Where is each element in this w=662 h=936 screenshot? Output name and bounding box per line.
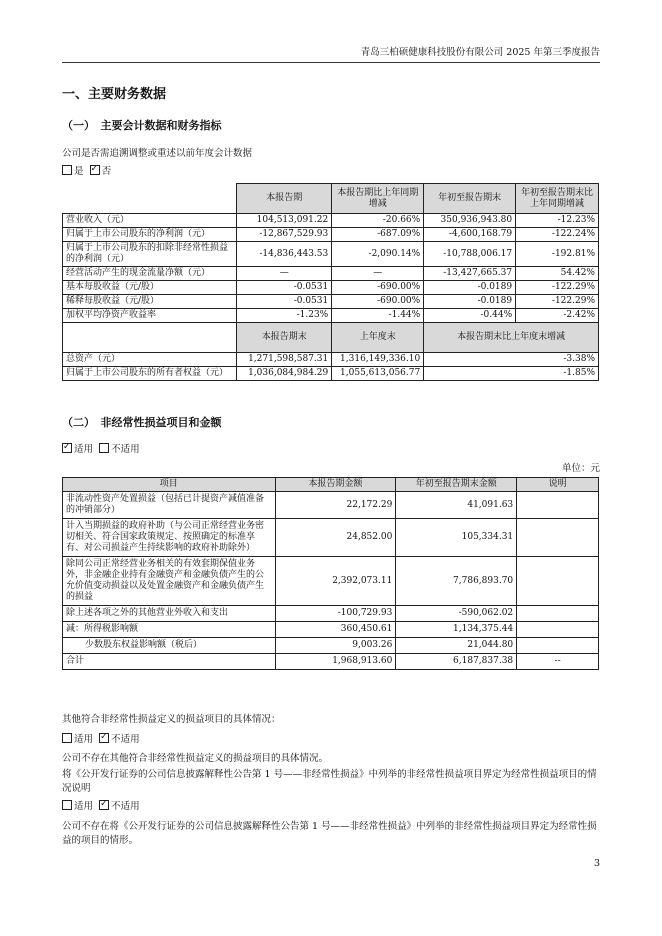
table-header-cell: 年初至报告期末金额 xyxy=(396,478,517,492)
cell: -0.44% xyxy=(424,309,516,323)
cell: -122.29% xyxy=(516,295,599,309)
cell: -590,062.02 xyxy=(396,606,517,622)
cell xyxy=(517,492,599,519)
section-title: 一、主要财务数据 xyxy=(62,87,167,102)
row-label: 除同公司正常经营业务相关的有效套期保值业务外，非金融企业持有金融资产和金融负债产生的公允价值变动损益以及处置金融资产和金融负债产生的损益 xyxy=(63,557,276,606)
no-explain-text: 公司不存在将《公开发行证券的公司信息披露解释性公告第 1 号——非经常性损益》中列举的非经常性损益项目界定为经常性损益的项目的情形。 xyxy=(62,821,597,846)
table-row xyxy=(63,242,599,267)
row-label: 计入当期损益的政府补助（与公司正常经营业务密切相关、符合国家政策规定、按照确定的标准享有、对公司损益产生持续影响的政府补助除外） xyxy=(63,519,276,557)
cell: -1.44% xyxy=(332,309,424,323)
table-row xyxy=(63,557,599,606)
table-row xyxy=(63,606,599,622)
cell: 22,172.29 xyxy=(275,492,396,519)
cell: -14,836,443.53 xyxy=(237,242,332,267)
cell: — xyxy=(332,267,424,281)
cell: -100,729.93 xyxy=(275,606,396,622)
option-apply: 适用 xyxy=(74,801,94,812)
cell: -1.23% xyxy=(237,309,332,323)
row-label: 经营活动产生的现金流量净额（元） xyxy=(63,267,237,281)
cell: 350,936,943.80 xyxy=(424,214,516,228)
table-row xyxy=(63,309,599,323)
checkbox-checked-icon xyxy=(99,733,109,743)
table-header-cell: 本报告期末比上年度末增减 xyxy=(424,323,599,353)
cell: 7,786,893.70 xyxy=(396,557,517,606)
table-header-cell xyxy=(63,323,237,353)
option-yes: 是 xyxy=(74,166,84,177)
table-header-cell: 本报告期比上年同期增减 xyxy=(332,184,424,214)
row-label: 非流动性资产处置损益（包括已计提资产减值准备的冲销部分） xyxy=(63,492,276,519)
table-row xyxy=(63,654,599,670)
cell: -690.00% xyxy=(332,281,424,295)
row-label: 除上述各项之外的其他营业外收入和支出 xyxy=(63,606,276,622)
cell: 1,055,613,056.77 xyxy=(332,367,424,381)
cell: 9,003.26 xyxy=(275,638,396,654)
cell: -2,090.14% xyxy=(332,242,424,267)
option-not-apply: 不适用 xyxy=(111,801,140,812)
checkbox-unchecked-icon xyxy=(99,443,109,453)
cell: 54.42% xyxy=(516,267,599,281)
cell: 2,392,073.11 xyxy=(275,557,396,606)
table-header-cell: 上年度末 xyxy=(332,323,424,353)
apply-options-2 xyxy=(62,733,140,747)
cell: 1,271,598,587.31 xyxy=(237,353,332,367)
cell: 6,187,837.38 xyxy=(396,654,517,670)
table-row xyxy=(63,492,599,519)
cell: 41,091.63 xyxy=(396,492,517,519)
row-label: 归属于上市公司股东的扣除非经常性损益的净利润（元） xyxy=(63,242,237,267)
table-row xyxy=(63,214,599,228)
table-header-cell: 项目 xyxy=(63,478,276,492)
cell: 105,334.31 xyxy=(396,519,517,557)
cell: 104,513,091.22 xyxy=(237,214,332,228)
table-row xyxy=(63,622,599,638)
option-apply: 适用 xyxy=(74,734,94,745)
cell: -0.0531 xyxy=(237,295,332,309)
apply-options xyxy=(62,443,140,457)
cell: -0.0189 xyxy=(424,281,516,295)
row-label: 合计 xyxy=(63,654,276,670)
checkbox-checked-icon xyxy=(99,800,109,810)
row-label: 归属于上市公司股东的净利润（元） xyxy=(63,228,237,242)
table-row xyxy=(63,267,599,281)
cell: -122.24% xyxy=(516,228,599,242)
restate-question: 公司是否需追溯调整或重述以前年度会计数据 xyxy=(62,148,253,159)
option-no: 否 xyxy=(101,166,112,177)
table-header-cell: 本报告期 xyxy=(237,184,332,214)
row-label: 减：所得税影响额 xyxy=(63,622,276,638)
cell: — xyxy=(237,267,332,281)
row-label: 少数股东权益影响额（税后） xyxy=(63,638,276,654)
table-header-cell: 年初至报告期末 xyxy=(424,184,516,214)
row-label: 加权平均净资产收益率 xyxy=(63,309,237,323)
cell: 360,450.61 xyxy=(275,622,396,638)
cell: 21,044.80 xyxy=(396,638,517,654)
cell: -4,600,168.79 xyxy=(424,228,516,242)
row-label: 基本每股收益（元/股） xyxy=(63,281,237,295)
page-header: 青岛三柏硕健康科技股份有限公司 2025 年第三季度报告 xyxy=(360,47,600,58)
table-header-cell: 本报告期末 xyxy=(237,323,332,353)
row-label: 营业收入（元） xyxy=(63,214,237,228)
table-header-row xyxy=(63,184,599,214)
financial-indicators-table xyxy=(62,183,599,381)
restate-options xyxy=(62,165,111,179)
table-row xyxy=(63,367,599,381)
table-row xyxy=(63,353,599,367)
cell: 1,316,149,336.10 xyxy=(332,353,424,367)
checkbox-unchecked-icon xyxy=(62,800,72,810)
cell: -20.66% xyxy=(332,214,424,228)
table-header-cell: 说明 xyxy=(517,478,599,492)
table-row xyxy=(63,228,599,242)
checkbox-unchecked-icon xyxy=(62,165,72,175)
subsection-title-1: （一） 主要会计数据和财务指标 xyxy=(62,119,222,132)
checkbox-unchecked-icon xyxy=(62,733,72,743)
option-not-apply: 不适用 xyxy=(111,444,140,455)
header-divider xyxy=(62,62,600,63)
cell: -2.42% xyxy=(516,309,599,323)
explain-title: 将《公开发行证券的公司信息披露解释性公告第 1 号——非经常性损益》中列举的非经常性损益项目界定为经常性损益项目的情况说明 xyxy=(62,769,597,794)
cell xyxy=(517,606,599,622)
cell xyxy=(517,557,599,606)
table-header-row xyxy=(63,323,599,353)
apply-options-3 xyxy=(62,800,140,814)
checkbox-checked-icon xyxy=(90,165,100,175)
page-number: 3 xyxy=(593,858,600,869)
table-row xyxy=(63,295,599,309)
cell xyxy=(517,622,599,638)
cell: -0.0189 xyxy=(424,295,516,309)
cell: -687.09% xyxy=(332,228,424,242)
unit-label: 单位：元 xyxy=(561,463,600,474)
cell xyxy=(517,638,599,654)
table-header-row xyxy=(63,478,599,492)
table-row xyxy=(63,281,599,295)
cell: 1,968,913.60 xyxy=(275,654,396,670)
cell: -12.23% xyxy=(516,214,599,228)
cell: -13,427,665.37 xyxy=(424,267,516,281)
cell: -3.38% xyxy=(424,353,599,367)
cell xyxy=(517,519,599,557)
subsection-title-2: （二） 非经常性损益项目和金额 xyxy=(62,416,222,429)
table-header-cell: 本报告期金额 xyxy=(275,478,396,492)
cell: -192.81% xyxy=(516,242,599,267)
cell: -- xyxy=(517,654,599,670)
table-header-cell: 年初至报告期末比上年同期增减 xyxy=(516,184,599,214)
cell: 1,036,084,984.29 xyxy=(237,367,332,381)
cell: -690.00% xyxy=(332,295,424,309)
row-label: 归属于上市公司股东的所有者权益（元） xyxy=(63,367,237,381)
row-label: 总资产（元） xyxy=(63,353,237,367)
cell: -0.0531 xyxy=(237,281,332,295)
cell: -1.85% xyxy=(424,367,599,381)
cell: -12,867,529.93 xyxy=(237,228,332,242)
cell: -10,788,006.17 xyxy=(424,242,516,267)
option-apply: 适用 xyxy=(74,444,94,455)
cell: 24,852.00 xyxy=(275,519,396,557)
cell: 1,134,375.44 xyxy=(396,622,517,638)
non-recurring-items-table xyxy=(62,477,599,670)
no-other-text: 公司不存在其他符合非经常性损益定义的损益项目的具体情况。 xyxy=(62,753,329,764)
other-items-text: 其他符合非经常性损益定义的损益项目的具体情况： xyxy=(62,714,281,725)
cell: -122.29% xyxy=(516,281,599,295)
table-header-cell xyxy=(63,184,237,214)
option-not-apply: 不适用 xyxy=(111,734,140,745)
row-label: 稀释每股收益（元/股） xyxy=(63,295,237,309)
checkbox-checked-icon xyxy=(62,443,72,453)
table-row xyxy=(63,519,599,557)
table-row xyxy=(63,638,599,654)
